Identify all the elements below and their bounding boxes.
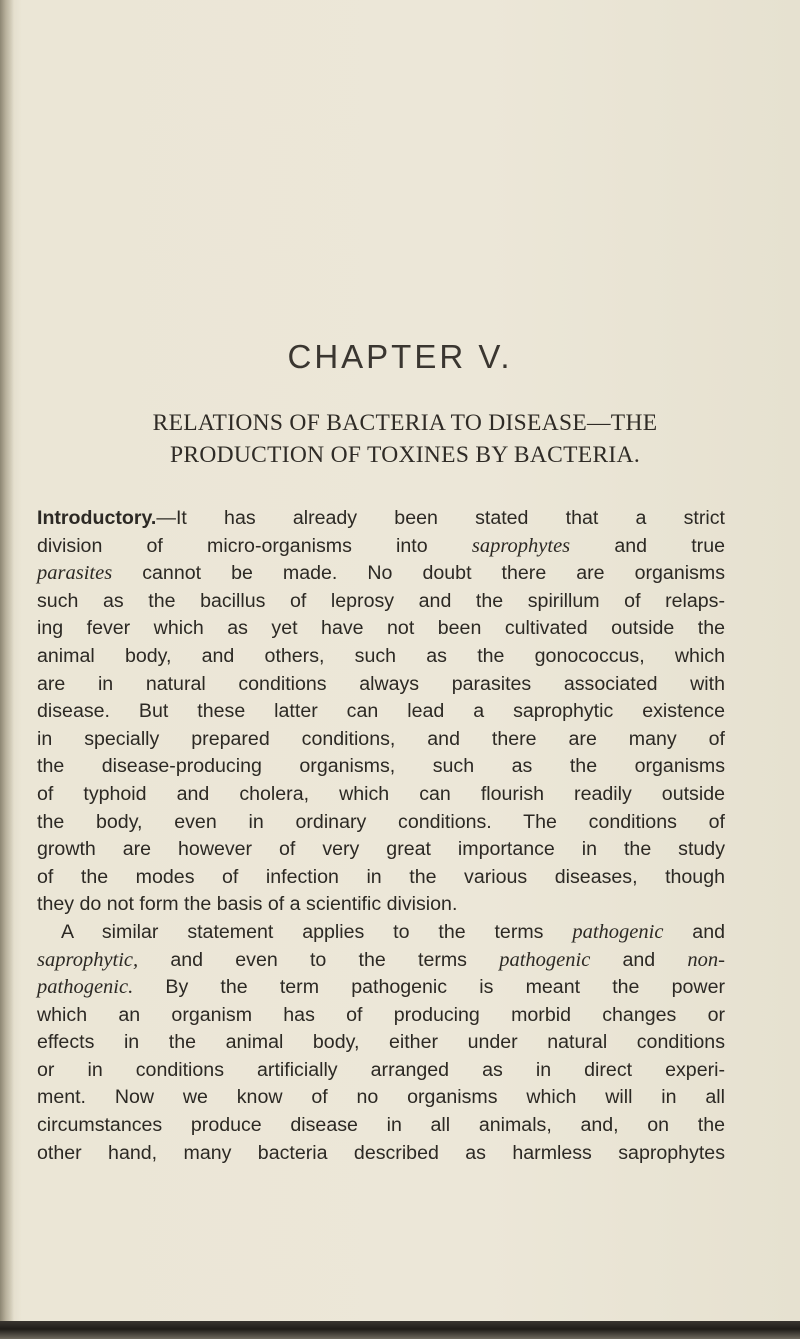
italic-term: saprophytic, — [37, 948, 139, 971]
text-line: such as the bacillus of leprosy and the spirillum of relaps- — [37, 589, 725, 612]
text-line: parasites cannot be made. No doubt there are organisms — [37, 562, 725, 585]
text-line: of typhoid and cholera, which can flourish readily outside — [37, 782, 725, 805]
text-line: circumstances produce disease in all animals, and, on the — [37, 1114, 725, 1137]
chapter-heading: CHAPTER V. — [287, 338, 513, 375]
chapter-title-line-2: PRODUCTION OF TOXINES BY BACTERIA. — [169, 442, 640, 468]
text-line: of the modes of infection in the various diseases, though — [37, 865, 725, 888]
italic-term: pathogenic — [572, 920, 664, 943]
text-line: pathogenic. By the term pathogenic is meant the power — [37, 976, 725, 999]
paragraph-introductory — [37, 505, 725, 919]
text-line: growth are however of very great importance in the study — [37, 838, 725, 861]
text-line: division of micro-organisms into saprophytes and true — [37, 534, 726, 557]
text-line: effects in the animal body, either under natural conditions — [37, 1031, 725, 1054]
italic-term: parasites — [37, 562, 113, 585]
italic-term: pathogenic. — [37, 976, 134, 999]
text-line: disease. But these latter can lead a saprophytic existence — [37, 700, 725, 723]
text-line: are in natural conditions always parasites associated with — [37, 672, 725, 695]
chapter-title-line-1: RELATIONS OF BACTERIA TO DISEASE—THE — [152, 410, 658, 436]
italic-term: pathogenic — [499, 948, 591, 971]
text-line: ing fever which as yet have not been cultivated outside the — [37, 617, 725, 640]
text-line: other hand, many bacteria described as harmless saprophytes — [37, 1141, 725, 1164]
text-line: Introductory.—It has already been stated that a strict — [37, 507, 725, 529]
text-line: they do not form the basis of a scientific division. — [37, 893, 458, 916]
chapter-title — [80, 407, 730, 471]
italic-term: non- — [687, 948, 725, 971]
text-line: the body, even in ordinary conditions. The conditions of — [37, 810, 725, 833]
page-bottom-edge — [0, 1321, 800, 1339]
text-line: the disease-producing organisms, such as the organisms — [37, 755, 725, 778]
body-text — [37, 505, 725, 1167]
section-heading: Introductory. — [37, 507, 157, 529]
text-line: or in conditions artificially arranged as in direct experi- — [37, 1058, 725, 1081]
spine-shadow — [0, 0, 14, 1339]
paragraph-pathogenic — [37, 919, 725, 1167]
text-line: which an organism has of producing morbid changes or — [37, 1003, 725, 1026]
text-line: ment. Now we know of no organisms which will in all — [37, 1086, 725, 1109]
text-line: A similar statement applies to the terms pathogenic and — [61, 920, 725, 943]
text-line: in specially prepared conditions, and there are many of — [37, 727, 725, 750]
text-line: animal body, and others, such as the gonococcus, which — [37, 644, 725, 667]
italic-term: saprophytes — [471, 534, 571, 557]
text-line: saprophytic, and even to the terms pathogenic and non- — [37, 948, 725, 971]
